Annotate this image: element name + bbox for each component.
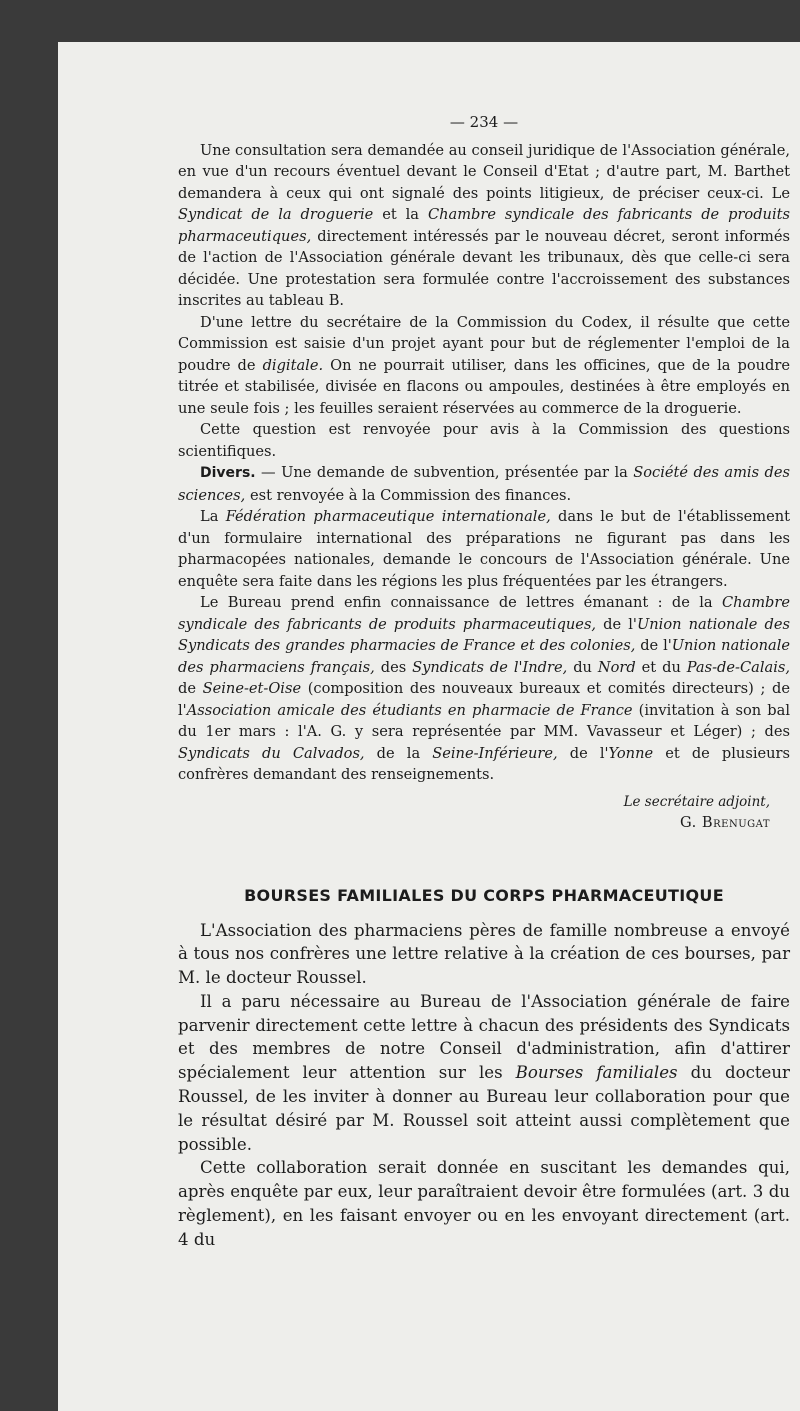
paragraph-bourses-bureau bbox=[178, 990, 790, 1157]
italic-run: Chambre syndicale des fabricants de produits pharmaceutiques, bbox=[178, 206, 790, 245]
text-run: et du bbox=[635, 658, 687, 676]
paragraph-bourses-intro: L'Association des pharmaciens pères de famille nombreuse a envoyé à tous nos confrères une lettre relative à la création de ces bourses, par M. le docteur Roussel. bbox=[178, 920, 790, 988]
italic-run: Seine-Inférieure, bbox=[432, 744, 558, 762]
text-run: de la bbox=[364, 744, 433, 762]
italic-run: Chambre syndicale des fabricants de produits pharmaceutiques, bbox=[178, 594, 790, 633]
text-run: est renvoyée à la Commission des finances. bbox=[245, 486, 572, 504]
text-run: de l' bbox=[635, 637, 672, 654]
text-run: On ne pourrait utiliser, dans les officines, que de la poudre titrée et stabilisée, divisée en flacons ou ampoules, destinées à être employés en une seule fois ; les feuilles seraient réservées au commerce de la droguerie. bbox=[178, 356, 790, 417]
text-run: du bbox=[567, 658, 598, 676]
text-run: de l' bbox=[596, 615, 637, 633]
text-run: (invitation à son bal du 1er mars : l'A. G. y sera représentée par MM. Vavasseur et Léger) ; des bbox=[178, 701, 790, 740]
paragraph-lettres bbox=[178, 592, 790, 786]
italic-run: Syndicat de la droguerie bbox=[178, 206, 374, 223]
italic-run: Syndicats de l'Indre, bbox=[412, 658, 568, 676]
italic-run: Association amicale des étudiants en pharmacie de France bbox=[186, 701, 633, 719]
text-run: La bbox=[200, 508, 226, 525]
italic-run: Pas-de-Calais, bbox=[686, 658, 790, 676]
text-run: et de plusieurs confrères demandant des renseignements. bbox=[178, 744, 790, 783]
italic-run: Seine-et-Oise bbox=[202, 680, 302, 697]
text-run: des bbox=[374, 658, 413, 676]
page-number: — 234 — bbox=[449, 113, 519, 131]
divers-heading: Divers. bbox=[200, 465, 256, 481]
italic-run: Union nationale des pharmaciens français, bbox=[178, 637, 790, 676]
paragraph-question: Cette question est renvoyée pour avis à la Commission des questions scientifiques. bbox=[178, 421, 790, 460]
italic-run: Fédération pharmaceutique internationale, bbox=[225, 508, 551, 525]
signature-block bbox=[178, 792, 790, 834]
paragraph-divers bbox=[178, 462, 790, 506]
italic-run: Yonne bbox=[608, 744, 654, 762]
section-body bbox=[178, 919, 790, 1252]
italic-run: Syndicats du Calvados, bbox=[178, 744, 365, 762]
text-run: (composition des nouveaux bureaux et comités directeurs) ; de l' bbox=[178, 680, 790, 719]
signature-name: G. Brenugat bbox=[680, 813, 770, 831]
italic-run: Nord bbox=[597, 658, 636, 676]
text-run: Il a paru nécessaire au Bureau de l'Association générale de faire parvenir directement cette lettre à chacun des présidents des Syndicats et des membres de notre Conseil d'administration, afin d'attirer spécialement leur attention sur les bbox=[178, 991, 790, 1083]
paragraph-federation bbox=[178, 506, 790, 592]
text-run: dans le but de l'établissement d'un formulaire international des préparations ne figurant pas dans les pharmacopées nationales, demande le concours de l'Association générale. Une enquête sera faite dans les régions les plus fréquentées par les étrangers. bbox=[178, 508, 790, 590]
text-run: Une consultation sera demandée au conseil juridique de l'Association générale, en vue d'un recours éventuel devant le Conseil d'Etat ; d'autre part, M. Barthet demandera à ceux qui ont signalé des points litigieux, de préciser ceux-ci. Le bbox=[178, 141, 790, 202]
italic-run: digitale. bbox=[262, 356, 324, 374]
italic-run: Union nationale des Syndicats des grandes pharmacies de France et des colonies, bbox=[178, 615, 791, 654]
italic-run: Société des amis des sciences, bbox=[178, 464, 790, 504]
page-content bbox=[178, 112, 790, 1252]
text-run: D'une lettre du secrétaire de la Commission du Codex, il résulte que cette Commission est saisie d'un projet ayant pour but de réglementer l'emploi de la poudre de bbox=[178, 313, 790, 374]
paragraph-codex bbox=[178, 312, 790, 420]
section-title: BOURSES FAMILIALES DU CORPS PHARMACEUTIQUE bbox=[244, 886, 724, 905]
paragraph-consultation bbox=[178, 140, 790, 312]
text-run: — Une demande de subvention, présentée par la bbox=[255, 464, 634, 481]
text-run: et la bbox=[373, 206, 428, 223]
italic-run: Bourses familiales bbox=[515, 1063, 678, 1083]
text-run: de bbox=[178, 680, 203, 697]
text-run: de l' bbox=[557, 744, 609, 762]
document-page bbox=[58, 42, 800, 1411]
paragraph-bourses-collaboration: Cette collaboration serait donnée en suscitant les demandes qui, après enquête par eux, leur paraîtraient devoir être formulées (art. 3 du règlement), en les faisant envoyer ou en les envoyant directement (art. 4 du bbox=[178, 1158, 790, 1249]
signature-role: Le secrétaire adjoint, bbox=[623, 793, 770, 810]
text-run: Le Bureau prend enfin connaissance de lettres émanant : de la bbox=[200, 594, 722, 611]
text-run: directement intéressés par le nouveau décret, seront informés de l'action de l'Association générale devant les tribunaux, dès que celle-ci sera décidée. Une protestation sera formulée contre l'accroissement des substances inscrites au tableau B. bbox=[178, 227, 790, 309]
text-run: du docteur Roussel, de les inviter à donner au Bureau leur collaboration pour que le résultat désiré par M. Roussel soit atteint aussi complètement que possible. bbox=[178, 1063, 790, 1154]
